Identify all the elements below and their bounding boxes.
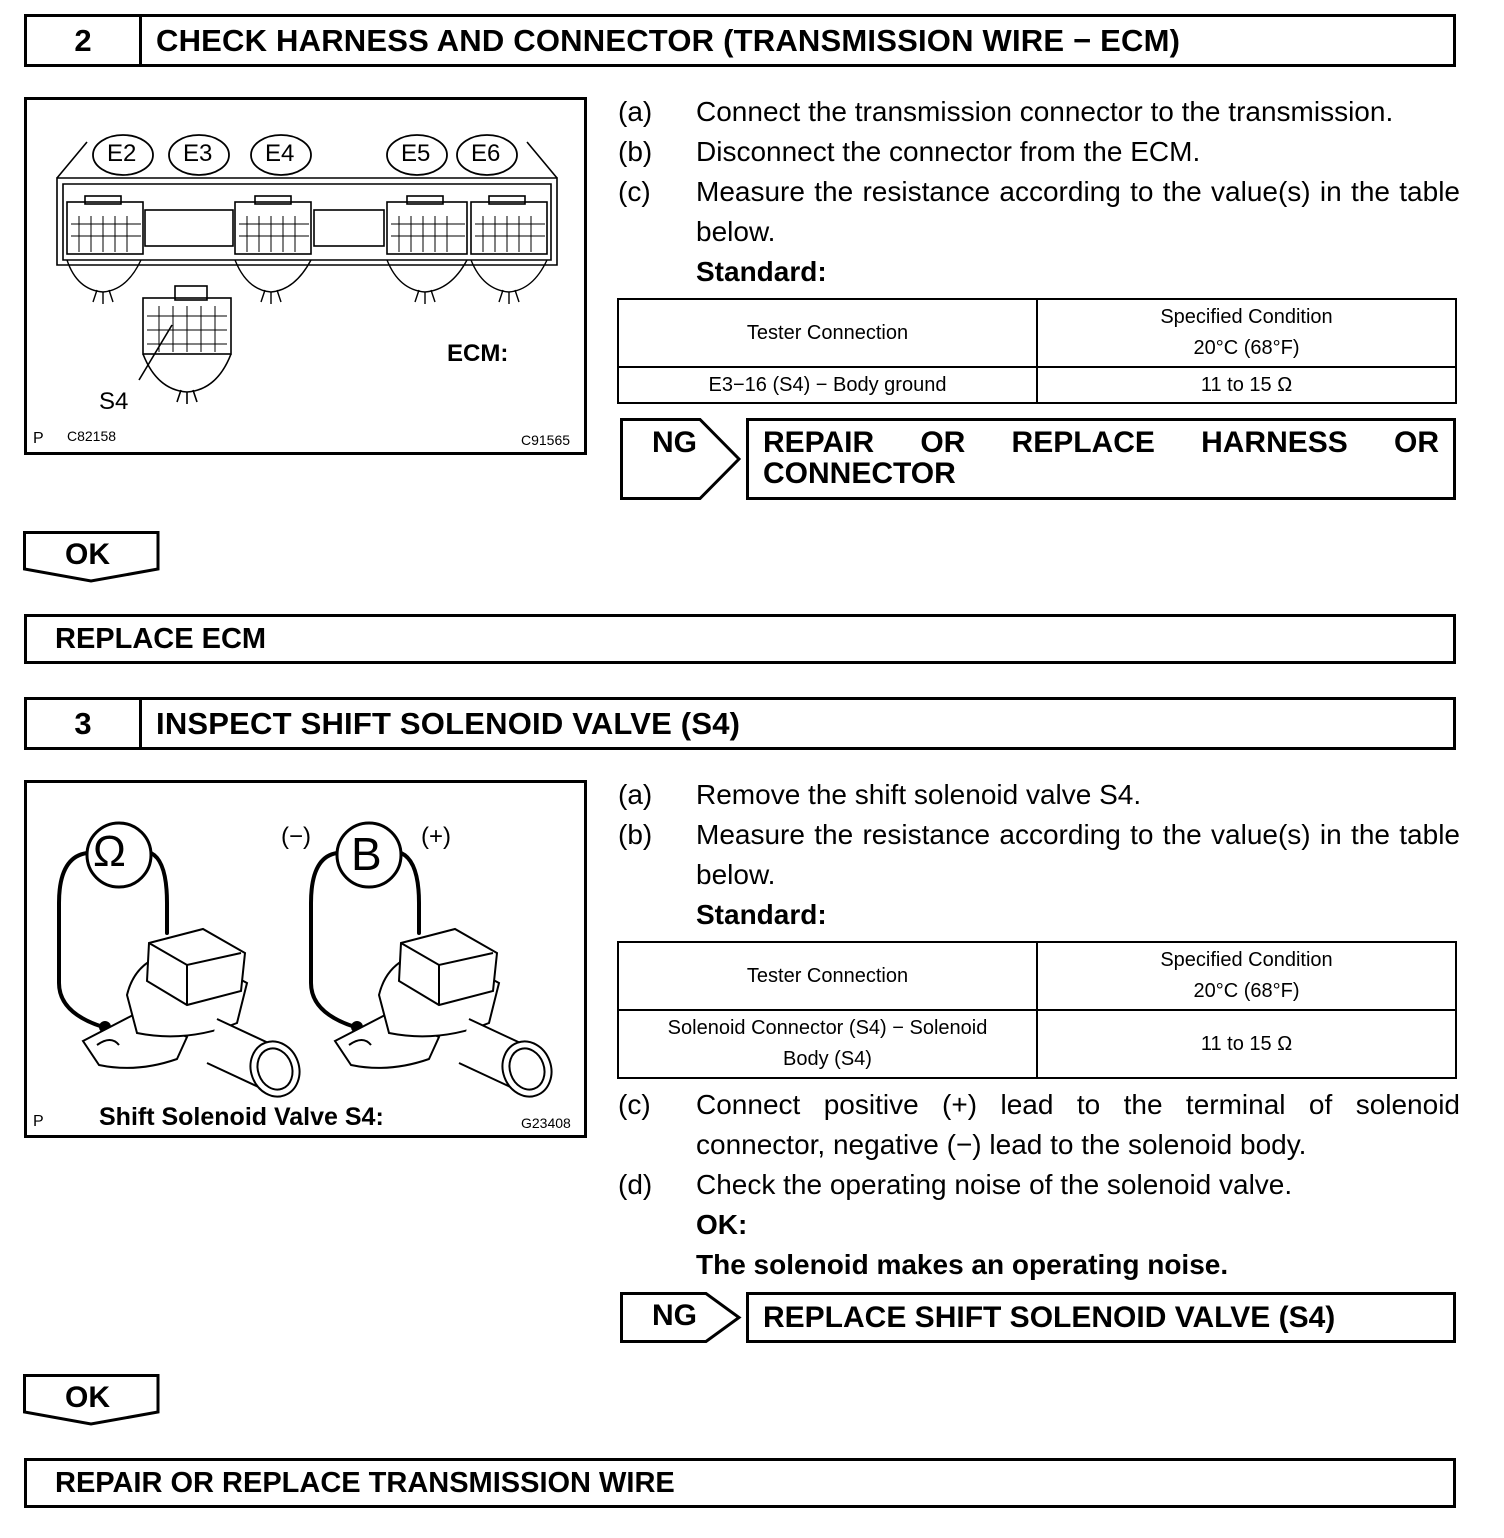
ok-criteria-text: The solenoid makes an operating noise. (696, 1249, 1229, 1280)
figure-caption: Shift Solenoid Valve S4: (99, 1103, 384, 1131)
header-line: 20°C (68°F) (1193, 980, 1300, 1002)
replace-ecm-bar: REPLACE ECM (24, 614, 1456, 664)
item-letter: (c) (618, 176, 651, 207)
ecm-connector-figure (24, 97, 587, 455)
ok-label: OK (65, 538, 110, 571)
table-header-cell (1037, 942, 1456, 1010)
header-line: 20°C (68°F) (1193, 337, 1300, 359)
procedure-item (618, 775, 1460, 815)
table-cell (618, 1010, 1037, 1078)
figure-code-left: C82158 (67, 428, 117, 444)
table-cell: E3−16 (S4) − Body ground (618, 367, 1037, 403)
step-title: INSPECT SHIFT SOLENOID VALVE (S4) (156, 705, 741, 741)
connector-label-e4: E4 (265, 140, 295, 167)
ng-result: REPLACE SHIFT SOLENOID VALVE (S4) (746, 1292, 1456, 1343)
ecm-label: ECM: (447, 340, 509, 367)
connector-label-e6: E6 (471, 140, 501, 167)
ohmmeter-symbol: Ω (93, 827, 126, 876)
ng-result-text: REPAIR OR REPLACE HARNESS OR CONNECTOR (763, 426, 1439, 490)
step-3-header (24, 697, 1456, 750)
table-row (618, 1010, 1456, 1078)
ng-label: NG (652, 1299, 697, 1332)
item-letter: (c) (618, 1089, 651, 1120)
negative-lead-label: (−) (281, 823, 311, 850)
step-3-procedure-continued (618, 1085, 1460, 1285)
procedure-item (618, 132, 1460, 172)
step-2-procedure (618, 92, 1460, 292)
solenoid-figure (24, 780, 587, 1138)
ok-label: OK (65, 1381, 110, 1414)
item-text: Remove the shift solenoid valve S4. (696, 779, 1142, 810)
procedure-item (618, 92, 1460, 132)
item-letter: (a) (618, 96, 653, 127)
procedure-item (618, 815, 1460, 895)
item-letter: (b) (618, 136, 653, 167)
connector-label-e3: E3 (183, 140, 213, 167)
header-line: Specified Condition (1160, 949, 1333, 971)
item-text: Check the operating noise of the solenoid valve. (696, 1169, 1293, 1200)
table-header-cell: Tester Connection (618, 942, 1037, 1010)
cell-line: Solenoid Connector (S4) − Solenoid (667, 1017, 988, 1039)
positive-lead-label: (+) (421, 823, 451, 850)
item-text: Connect positive (+) lead to the terminal of solenoid connector, negative (−) lead to the solenoid body. (696, 1089, 1460, 1160)
item-letter: (d) (618, 1169, 653, 1200)
item-text: Measure the resistance according to the value(s) in the table below. (696, 819, 1460, 890)
standard-label: Standard: (696, 256, 827, 287)
item-text: Connect the transmission connector to the transmission. (696, 96, 1394, 127)
table-header-row (618, 942, 1456, 1010)
connector-label-e5: E5 (401, 140, 431, 167)
figure-code-right: C91565 (521, 432, 571, 448)
item-letter: (a) (618, 779, 653, 810)
standard-label: Standard: (696, 899, 827, 930)
ng-arrow (620, 1292, 742, 1343)
table-header-cell (1037, 299, 1456, 367)
repair-transmission-wire-bar: REPAIR OR REPLACE TRANSMISSION WIRE (24, 1458, 1456, 1508)
spec-table (617, 298, 1457, 404)
ng-arrow (620, 418, 742, 500)
item-letter: (b) (618, 819, 653, 850)
figure-p-mark: P (33, 1113, 44, 1130)
procedure-item (618, 1085, 1460, 1165)
procedure-item (618, 1165, 1460, 1205)
step-3-procedure (618, 775, 1460, 935)
procedure-item (618, 172, 1460, 252)
figure-code: G23408 (521, 1115, 571, 1131)
step-number: 3 (27, 700, 142, 747)
ng-result (746, 418, 1456, 500)
table-row (618, 367, 1456, 403)
step-title: CHECK HARNESS AND CONNECTOR (TRANSMISSION WIRE − ECM) (156, 22, 1181, 58)
ok-criteria-label: OK: (696, 1209, 748, 1240)
ok-arrow (23, 1374, 161, 1426)
s4-label: S4 (99, 388, 129, 415)
header-line: Specified Condition (1160, 306, 1333, 328)
table-cell: 11 to 15 Ω (1037, 1010, 1456, 1078)
item-text: Disconnect the connector from the ECM. (696, 136, 1201, 167)
battery-symbol: B (351, 828, 382, 880)
step-2-header (24, 14, 1456, 67)
step-number: 2 (27, 17, 142, 64)
ok-arrow (23, 531, 161, 583)
cell-line: Body (S4) (783, 1048, 872, 1070)
ng-label: NG (652, 426, 697, 459)
table-header-cell: Tester Connection (618, 299, 1037, 367)
connector-label-e2: E2 (107, 140, 137, 167)
item-text: Measure the resistance according to the value(s) in the table below. (696, 176, 1460, 247)
table-cell: 11 to 15 Ω (1037, 367, 1456, 403)
spec-table (617, 941, 1457, 1079)
table-header-row (618, 299, 1456, 367)
figure-p-mark: P (33, 430, 44, 447)
